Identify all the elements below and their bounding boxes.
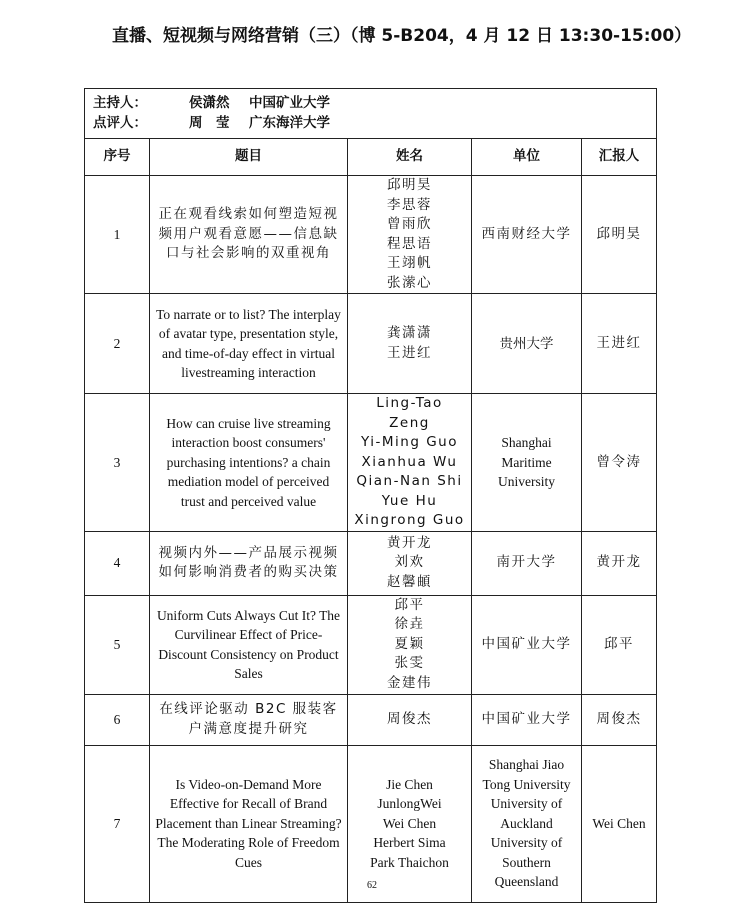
table-row bbox=[85, 745, 657, 902]
author-name: 张雯 bbox=[394, 655, 425, 672]
author-name: 张潆心 bbox=[387, 274, 432, 291]
author-name: 周俊杰 bbox=[387, 710, 432, 727]
author-name: Ling-Tao Zeng bbox=[376, 395, 443, 431]
affiliation bbox=[472, 595, 582, 694]
page-number: 62 bbox=[367, 880, 377, 891]
author-list bbox=[348, 595, 472, 694]
affiliation-line: Shanghai Jiao Tong University bbox=[482, 757, 571, 792]
author-list bbox=[348, 745, 472, 902]
author-name: Park Thaichon bbox=[370, 854, 449, 870]
paper-title: 在线评论驱动 B2C 服装客户满意度提升研究 bbox=[150, 694, 348, 745]
paper-title: To narrate or to list? The interplay of avatar type, presentation style, and time-of-day effect in virtual livestreaming interaction bbox=[150, 294, 348, 394]
presenter: 邱明昊 bbox=[582, 176, 657, 294]
author-list bbox=[348, 294, 472, 394]
author-name: 龚潇潇 bbox=[387, 325, 432, 341]
presenter: 周俊杰 bbox=[582, 694, 657, 745]
author-name: Wei Chen bbox=[382, 815, 437, 831]
row-number: 3 bbox=[85, 394, 150, 532]
affiliation-line: 中国矿业大学 bbox=[481, 635, 572, 652]
paper-title: Is Video-on-Demand More Effective for Recall of Brand Placement than Linear Streaming? The Moderating Role of Freedom Cues bbox=[150, 745, 348, 902]
author-name: 程思语 bbox=[387, 235, 432, 252]
author-list bbox=[348, 176, 472, 294]
reviewer-name: 周 莹 bbox=[189, 114, 230, 131]
row-number: 5 bbox=[85, 595, 150, 694]
affiliation-line: 西南财经大学 bbox=[481, 225, 572, 242]
author-name: Yue Hu bbox=[381, 492, 438, 509]
author-name: 赵馨頔 bbox=[387, 573, 432, 590]
author-name: 刘欢 bbox=[394, 554, 425, 571]
host-org: 中国矿业大学 bbox=[249, 95, 330, 111]
author-list bbox=[348, 531, 472, 595]
author-name: 邱平 bbox=[394, 596, 425, 613]
author-name: Xingrong Guo bbox=[354, 512, 465, 528]
table-row bbox=[85, 694, 657, 745]
author-name: Yi-Ming Guo bbox=[361, 434, 458, 450]
paper-title: Uniform Cuts Always Cut It? The Curvilinear Effect of Price-Discount Consistency on Product Sales bbox=[150, 595, 348, 694]
author-name: Qian-Nan Shi bbox=[356, 473, 463, 489]
author-name: 徐垚 bbox=[394, 616, 425, 633]
author-name: 李思蓉 bbox=[387, 196, 432, 213]
reviewer-org: 广东海洋大学 bbox=[249, 114, 330, 131]
author-name: 王翊帆 bbox=[387, 255, 432, 271]
affiliation bbox=[472, 745, 582, 902]
affiliation bbox=[472, 394, 582, 532]
paper-title: 视频内外——产品展示视频如何影响消费者的购买决策 bbox=[150, 531, 348, 595]
author-name: 金建伟 bbox=[387, 674, 432, 691]
table-row bbox=[85, 531, 657, 595]
reviewer-line bbox=[93, 114, 648, 134]
author-name: 黄开龙 bbox=[387, 534, 432, 551]
paper-title: How can cruise live streaming interaction boost consumers' purchasing intentions? a chain mediation model of perceived trust and perceived value bbox=[150, 394, 348, 532]
author-name: 邱明昊 bbox=[387, 177, 432, 193]
presenter: 邱平 bbox=[582, 595, 657, 694]
host-name: 侯潇然 bbox=[189, 95, 230, 111]
table-row bbox=[85, 595, 657, 694]
schedule-table bbox=[84, 88, 657, 903]
affiliation-line: 贵州大学 bbox=[499, 335, 554, 351]
author-name: 夏颖 bbox=[394, 635, 425, 652]
affiliation bbox=[472, 294, 582, 394]
table-row bbox=[85, 394, 657, 532]
affiliation bbox=[472, 694, 582, 745]
author-name: JunlongWei bbox=[377, 796, 442, 812]
section-title: 直播、短视频与网络营销（三）（博 5-B204，4 月 12 日 13:30-15:00） bbox=[112, 26, 692, 46]
author-list bbox=[348, 394, 472, 532]
header-row bbox=[85, 139, 657, 176]
col-header: 题目 bbox=[150, 139, 348, 176]
row-number: 6 bbox=[85, 694, 150, 745]
presenter: 王进红 bbox=[582, 294, 657, 394]
presenter: 黄开龙 bbox=[582, 531, 657, 595]
affiliation bbox=[472, 176, 582, 294]
paper-title: 正在观看线索如何塑造短视频用户观看意愿——信息缺口与社会影响的双重视角 bbox=[150, 176, 348, 294]
affiliation-line: 南开大学 bbox=[496, 554, 557, 571]
author-name: Xianhua Wu bbox=[361, 453, 458, 470]
col-header: 序号 bbox=[85, 139, 150, 176]
row-number: 1 bbox=[85, 176, 150, 294]
author-name: 曾雨欣 bbox=[387, 216, 432, 232]
col-header: 单位 bbox=[472, 139, 582, 176]
affiliation-line: University of Southern Queensland bbox=[490, 835, 563, 890]
author-list bbox=[348, 694, 472, 745]
author-name: Herbert Sima bbox=[373, 835, 446, 851]
author-name: Jie Chen bbox=[386, 776, 433, 792]
host-info bbox=[85, 89, 657, 139]
col-header: 姓名 bbox=[348, 139, 472, 176]
table-row bbox=[85, 176, 657, 294]
affiliation-line: University of Auckland bbox=[490, 796, 563, 831]
col-header: 汇报人 bbox=[582, 139, 657, 176]
row-number: 7 bbox=[85, 745, 150, 902]
row-number: 2 bbox=[85, 294, 150, 394]
host-line bbox=[93, 94, 648, 114]
presenter: Wei Chen bbox=[582, 745, 657, 902]
host-role: 主持人： bbox=[93, 95, 147, 111]
author-name: 王进红 bbox=[387, 344, 432, 361]
affiliation bbox=[472, 531, 582, 595]
row-number: 4 bbox=[85, 531, 150, 595]
presenter: 曾令涛 bbox=[582, 394, 657, 532]
affiliation-line: Shanghai Maritime University bbox=[498, 435, 555, 489]
table-row bbox=[85, 294, 657, 394]
reviewer-role: 点评人： bbox=[93, 114, 147, 131]
affiliation-line: 中国矿业大学 bbox=[481, 710, 572, 727]
